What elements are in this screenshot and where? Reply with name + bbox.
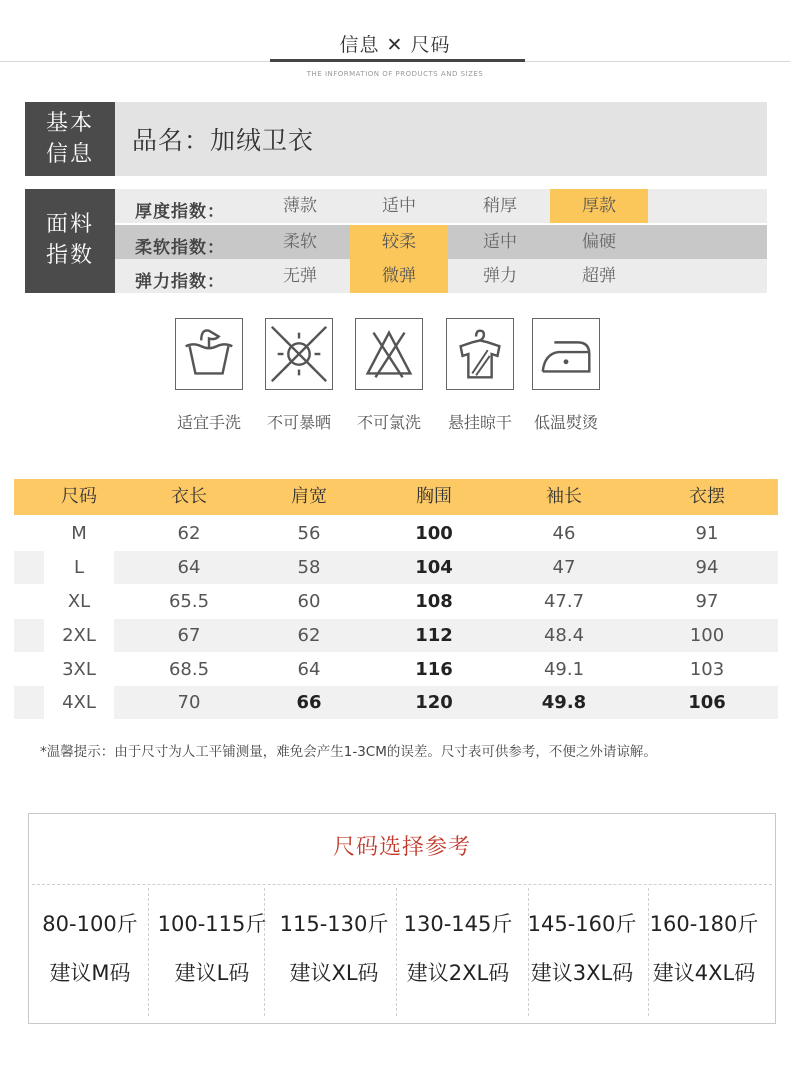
fabric-index-name: 厚度指数： [135,202,225,222]
table-cell: 65.5 [168,591,210,612]
table-row [14,653,778,686]
table-header-cell: 衣长 [171,486,207,507]
table-cell: 100 [415,523,453,544]
product-name: 品名：加绒卫衣 [132,126,315,155]
fabric-option: 无弹 [283,266,317,286]
fabric-index-name: 柔软指数： [135,238,225,258]
no-bleach-icon [355,318,423,390]
weight-range: 130-145斤 [403,912,513,936]
size-suggestion: 建议XL码 [289,961,379,985]
basic-info-label-line1: 基本 [45,111,94,136]
fabric-option: 柔软 [283,232,317,252]
table-header-cell: 胸围 [416,486,452,507]
size-cell: 3XL [44,653,114,686]
table-cell: 49.1 [543,659,585,680]
size-suggestion: 建议M码 [49,961,131,985]
hand-wash-icon [175,318,243,390]
table-cell: 46 [552,523,576,544]
table-cell: 62 [297,625,321,646]
fabric-label-line1: 面料 [45,212,94,237]
no-sun-icon [265,318,333,390]
size-cell: 2XL [44,619,114,652]
table-cell: 104 [415,557,453,578]
table-cell: 103 [689,659,725,680]
size-suggestion: 建议L码 [174,961,250,985]
fabric-option: 偏硬 [582,232,616,252]
fabric-index-label [25,189,115,293]
table-cell: 47 [552,557,576,578]
size-cell: M [44,517,114,550]
fabric-option: 薄款 [283,196,317,216]
table-cell: 91 [695,523,719,544]
basic-info-label [25,102,115,176]
size-suggestion: 建议4XL码 [652,961,756,985]
fabric-row [115,189,767,223]
table-cell: 58 [297,557,321,578]
weight-range: 100-115斤 [157,912,267,936]
low-iron-icon [532,318,600,390]
fabric-row [115,259,767,293]
table-row [14,585,778,618]
table-cell: 66 [296,692,322,713]
fabric-option: 适中 [382,196,416,216]
table-row [14,619,778,652]
table-cell: 60 [297,591,321,612]
table-row [14,686,778,719]
table-cell: 48.4 [543,625,585,646]
size-cell: XL [44,585,114,618]
size-recommendation-title: 尺码选择参考 [332,835,471,860]
fabric-option: 适中 [483,232,517,252]
fabric-option-selected: 厚款 [550,189,648,223]
table-cell: 106 [688,692,726,713]
measurement-note: *温馨提示：由于尺寸为人工平铺测量，难免会产生1-3CM的误差。尺寸表可供参考，不便之外请谅解。 [40,744,657,760]
table-row [14,517,778,550]
table-cell: 100 [689,625,725,646]
table-header-cell: 肩宽 [291,486,327,507]
table-cell: 112 [415,625,453,646]
fabric-row [115,225,767,259]
hang-dry-icon [446,318,514,390]
care-label: 适宜手洗 [176,413,241,432]
table-cell: 120 [415,692,453,713]
table-header-cell: 袖长 [546,486,582,507]
fabric-option: 弹力 [483,266,517,286]
table-cell: 94 [695,557,719,578]
table-cell: 68.5 [168,659,210,680]
size-cell: 4XL [44,686,114,719]
size-suggestion: 建议2XL码 [406,961,510,985]
size-table-header [14,479,778,515]
table-cell: 116 [415,659,453,680]
recommendation-divider [32,884,772,885]
fabric-index-name: 弹力指数： [135,272,225,292]
table-cell: 64 [177,557,201,578]
table-cell: 56 [297,523,321,544]
care-label: 低温熨烫 [533,413,598,432]
care-label: 不可暴晒 [266,413,331,432]
size-cell: L [44,551,114,584]
weight-range: 145-160斤 [527,912,637,936]
table-header-cell: 衣摆 [689,486,725,507]
table-header-cell: 尺码 [61,486,97,507]
header-accent-line [270,59,525,62]
weight-range: 80-100斤 [42,912,138,936]
table-cell: 49.8 [541,692,587,713]
table-row [14,551,778,584]
fabric-label-line2: 指数 [45,243,94,268]
table-cell: 70 [177,692,201,713]
fabric-option-selected: 较柔 [350,225,448,259]
page-title: 信息 ✕ 尺码 [339,34,451,56]
fabric-option: 超弹 [582,266,616,286]
page-subtitle: THE INFORMATION OF PRODUCTS AND SIZES [306,70,484,78]
fabric-option: 稍厚 [483,196,517,216]
table-cell: 47.7 [543,591,585,612]
fabric-option-selected: 微弹 [350,259,448,293]
table-cell: 67 [177,625,201,646]
table-cell: 64 [297,659,321,680]
table-cell: 62 [177,523,201,544]
weight-range: 160-180斤 [649,912,759,936]
table-cell: 97 [695,591,719,612]
care-label: 悬挂晾干 [447,413,512,432]
basic-info-label-line2: 信息 [45,142,94,167]
table-cell: 108 [415,591,453,612]
care-label: 不可氯洗 [356,413,421,432]
weight-range: 115-130斤 [279,912,389,936]
size-suggestion: 建议3XL码 [530,961,634,985]
